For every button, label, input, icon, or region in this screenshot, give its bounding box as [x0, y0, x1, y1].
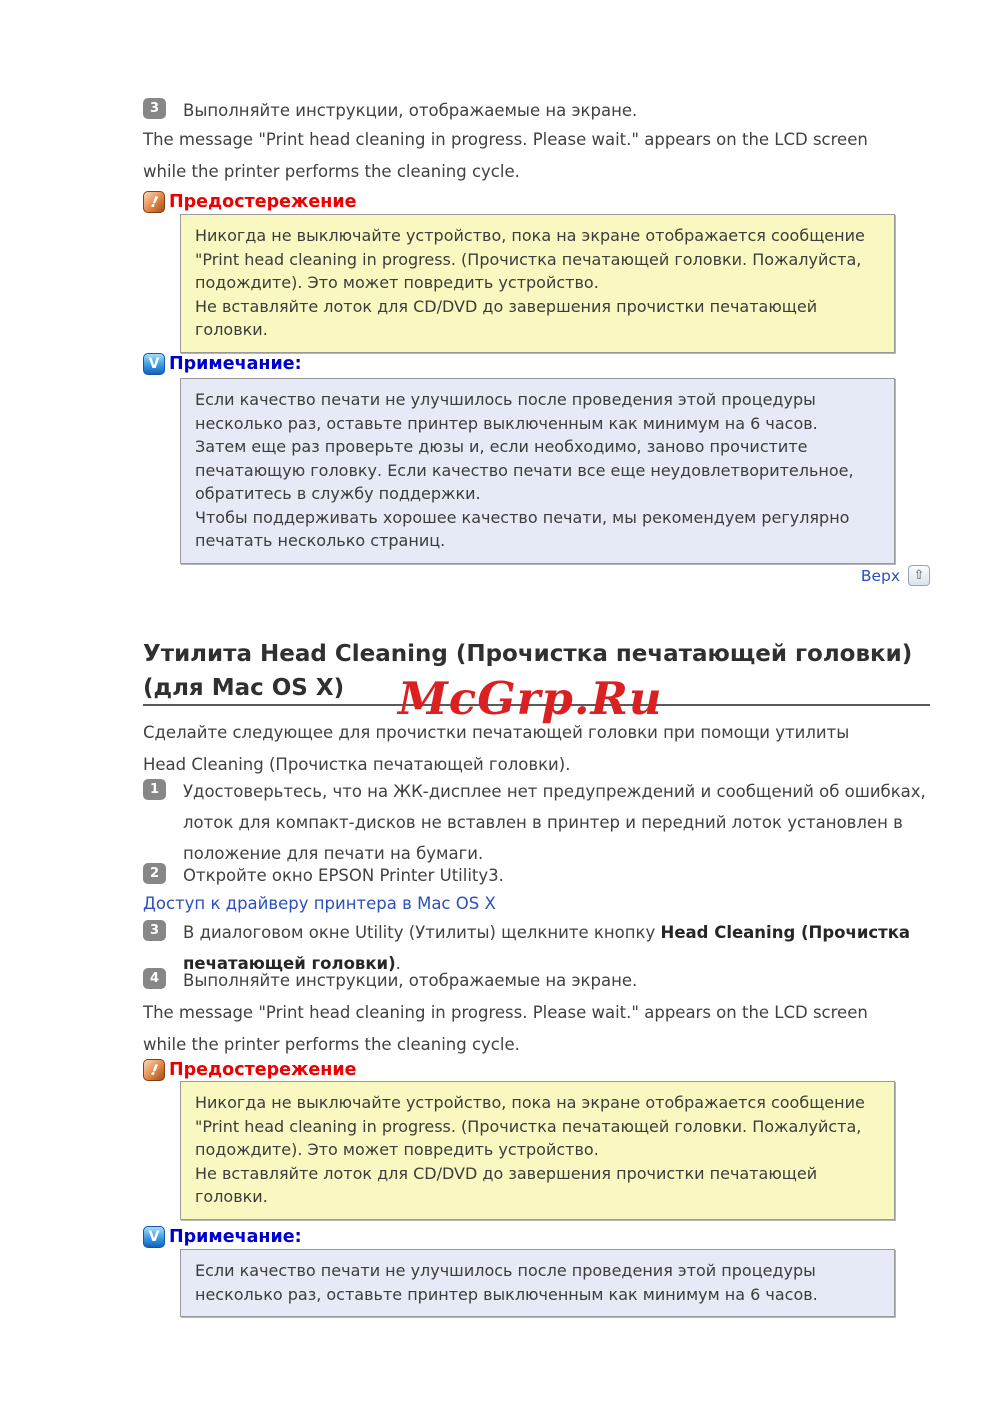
caution-paragraph: Не вставляйте лоток для CD/DVD до завершения прочистки печатающей головки.: [195, 1163, 818, 1206]
intro-paragraph: Сделайте следующее для прочистки печатающей головки при помощи утилиты Head Cleaning (Прочистка печатающей головки).: [143, 723, 850, 774]
note-box: [180, 1249, 895, 1317]
step-text: Удостоверьтесь, что на ЖК-дисплее нет предупреждений и сообщений об ошибках, лоток для компакт-дисков не вставлен в принтер и передний лоток установлен в положение для печати на бумаги.: [183, 782, 926, 863]
watermark: McGrp.Ru: [398, 672, 663, 725]
exclamation-glyph: !: [148, 1059, 160, 1080]
step-number-badge: 3: [143, 920, 166, 941]
step-row: [143, 776, 933, 869]
button-name-bold: Head Cleaning (Прочистка печатающей головки): [183, 923, 911, 973]
note-header: [143, 351, 302, 377]
step-row: [143, 95, 933, 126]
caution-box: [180, 1081, 895, 1220]
caution-icon: [143, 191, 165, 213]
note-header: [143, 1224, 302, 1250]
note-paragraph: Если качество печати не улучшилось после проведения этой процедуры несколько раз, оставьте принтер выключенным как минимум на 6 часов.: [195, 390, 818, 433]
note-icon: V: [143, 353, 165, 375]
lcd-message-paragraph: The message "Print head cleaning in progress. Please wait." appears on the LCD screen while the printer performs the cleaning cycle.: [143, 1003, 868, 1054]
step-text: Откройте окно EPSON Printer Utility3.: [183, 866, 504, 885]
note-title: Примечание:: [169, 1227, 302, 1247]
step-text: Выполняйте инструкции, отображаемые на экране.: [183, 101, 638, 120]
up-arrow-icon[interactable]: ⇧: [908, 565, 930, 586]
caution-header: [143, 1057, 356, 1083]
note-paragraph: Чтобы поддерживать хорошее качество печати, мы рекомендуем регулярно печатать несколько страниц.: [195, 507, 850, 550]
caution-paragraph: Никогда не выключайте устройство, пока на экране отображается сообщение "Print head cleaning in progress. (Прочистка печатающей головки. Пожалуйста, подождите). Это может повредить устройство.: [195, 226, 865, 292]
back-to-top-link[interactable]: Верх: [860, 566, 900, 585]
printer-driver-link[interactable]: Доступ к драйверу принтера в Mac OS X: [143, 894, 496, 913]
lcd-message-paragraph: The message "Print head cleaning in progress. Please wait." appears on the LCD screen while the printer performs the cleaning cycle.: [143, 130, 868, 181]
note-paragraph: Если качество печати не улучшилось после проведения этой процедуры несколько раз, оставьте принтер выключенным как минимум на 6 часов.: [195, 1261, 818, 1304]
caution-paragraph: Никогда не выключайте устройство, пока на экране отображается сообщение "Print head cleaning in progress. (Прочистка печатающей головки. Пожалуйста, подождите). Это может повредить устройство.: [195, 1093, 865, 1159]
step-number-badge: 3: [143, 98, 166, 119]
step-number-badge: 4: [143, 968, 166, 989]
driver-access-link-row: [143, 891, 496, 917]
caution-title: Предостережение: [169, 1060, 357, 1080]
caution-box: [180, 214, 895, 353]
step-row: [143, 965, 933, 996]
section-heading: Утилита Head Cleaning (Прочистка печатающей головки) (для Mac OS X): [143, 641, 913, 701]
caution-header: [143, 189, 356, 215]
step-number-badge: 2: [143, 863, 166, 884]
note-title: Примечание:: [169, 354, 302, 374]
step-text-pre: В диалоговом окне Utility (Утилиты) щелкните кнопку: [183, 923, 661, 942]
back-to-top-row: [143, 565, 930, 586]
caution-paragraph: Не вставляйте лоток для CD/DVD до завершения прочистки печатающей головки.: [195, 296, 818, 339]
note-box: [180, 378, 895, 564]
note-icon: V: [143, 1226, 165, 1248]
step-row: [143, 860, 933, 891]
exclamation-glyph: !: [148, 191, 160, 212]
step-text: Выполняйте инструкции, отображаемые на экране.: [183, 971, 638, 990]
caution-icon: [143, 1059, 165, 1081]
caution-title: Предостережение: [169, 192, 357, 212]
step-number-badge: 1: [143, 779, 166, 800]
step-text-post: .: [395, 954, 401, 973]
note-paragraph: Затем еще раз проверьте дюзы и, если необходимо, заново прочистите печатающую головку. Если качество печати все еще неудовлетворительное, обратитесь в службу поддержки.: [195, 437, 854, 503]
